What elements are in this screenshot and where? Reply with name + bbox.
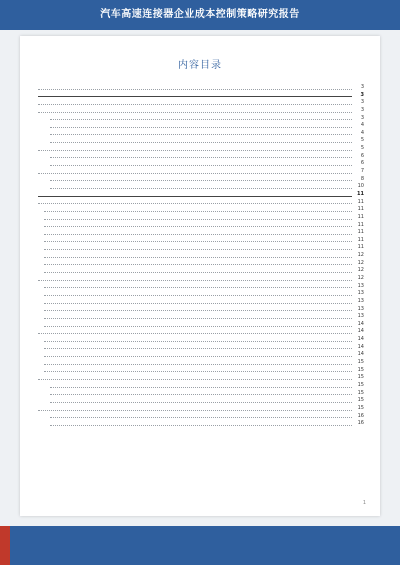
page-number: 1 [362, 500, 366, 506]
toc-entry[interactable] [34, 298, 364, 306]
toc-entry[interactable] [34, 420, 364, 428]
toc-entry[interactable] [34, 382, 364, 390]
toc-entry[interactable] [34, 199, 364, 207]
toc-leader-dots [44, 233, 352, 235]
toc-leader-dots [38, 95, 352, 97]
toc-entry-page: 6 [360, 152, 364, 159]
toc-entry-page: 12 [357, 259, 364, 266]
toc-entry[interactable] [34, 229, 364, 237]
toc-entry-page: 13 [357, 297, 364, 304]
toc-entry[interactable] [34, 191, 364, 199]
toc-leader-dots [44, 355, 352, 357]
toc-entry[interactable] [34, 313, 364, 321]
toc-leader-dots [44, 302, 352, 304]
toc-leader-dots [50, 164, 352, 166]
toc-leader-dots [44, 218, 352, 220]
toc-leader-dots [44, 286, 352, 288]
toc-leader-dots [50, 386, 352, 388]
toc-leader-dots [50, 141, 352, 143]
toc-entry-page: 10 [357, 183, 364, 190]
toc-leader-dots [44, 225, 352, 227]
toc-entry-page: 14 [357, 343, 364, 350]
toc-entry[interactable] [34, 122, 364, 130]
toc-page [20, 36, 380, 516]
toc-entry[interactable] [34, 329, 364, 337]
toc-entry[interactable] [34, 306, 364, 314]
toc-entry-page: 3 [360, 114, 364, 121]
toc-leader-dots [38, 103, 352, 105]
toc-entry[interactable] [34, 145, 364, 153]
toc-entry-page: 5 [360, 145, 364, 152]
toc-entry[interactable] [34, 214, 364, 222]
toc-entry[interactable] [34, 92, 364, 100]
toc-leader-dots [38, 378, 352, 380]
toc-leader-dots [38, 111, 352, 113]
toc-entry[interactable] [34, 367, 364, 375]
footer-accent-bar [0, 526, 10, 565]
toc-leader-dots [38, 88, 352, 90]
toc-entry-page: 13 [357, 282, 364, 289]
toc-entry-page: 15 [357, 397, 364, 404]
toc-entry-page: 15 [357, 381, 364, 388]
toc-leader-dots [44, 347, 352, 349]
toc-entry[interactable] [34, 107, 364, 115]
toc-entry[interactable] [34, 168, 364, 176]
toc-entry[interactable] [34, 351, 364, 359]
toc-leader-dots [38, 195, 352, 197]
toc-entry[interactable] [34, 321, 364, 329]
toc-entry-page: 7 [360, 168, 364, 175]
toc-entry[interactable] [34, 283, 364, 291]
toc-entry-page: 14 [357, 320, 364, 327]
toc-entry-page: 6 [360, 160, 364, 167]
toc-entry-page: 8 [360, 175, 364, 182]
toc-leader-dots [38, 279, 352, 281]
toc-entry-page: 13 [357, 313, 364, 320]
toc-leader-dots [44, 294, 352, 296]
toc-entry-page: 4 [360, 129, 364, 136]
toc-entry[interactable] [34, 390, 364, 398]
toc-leader-dots [44, 263, 352, 265]
toc-leader-dots [44, 256, 352, 258]
toc-leader-dots [50, 179, 352, 181]
toc-entry[interactable] [34, 267, 364, 275]
toc-leader-dots [44, 325, 352, 327]
toc-entry[interactable] [34, 183, 364, 191]
toc-leader-dots [38, 202, 352, 204]
toc-leader-dots [50, 401, 352, 403]
toc-leader-dots [44, 210, 352, 212]
report-title-bar [0, 0, 400, 30]
toc-entry[interactable] [34, 206, 364, 214]
toc-entry-page: 4 [360, 122, 364, 129]
toc-entry-page: 11 [357, 206, 364, 213]
toc-entry[interactable] [34, 84, 364, 92]
toc-entry-page: 3 [360, 91, 364, 98]
toc-entry[interactable] [34, 275, 364, 283]
toc-entry-page: 13 [357, 305, 364, 312]
toc-entry-page: 14 [357, 328, 364, 335]
toc-leader-dots [44, 317, 352, 319]
toc-entry-page: 11 [357, 221, 364, 228]
toc-leader-dots [50, 187, 352, 189]
toc-entry[interactable] [34, 413, 364, 421]
toc-entry-page: 14 [357, 351, 364, 358]
toc-entry[interactable] [34, 99, 364, 107]
report-title: 汽车高速连接器企业成本控制策略研究报告 [100, 9, 300, 20]
toc-leader-dots [38, 332, 352, 334]
toc-entry-page: 11 [357, 213, 364, 220]
toc-list [34, 84, 364, 502]
toc-entry[interactable] [34, 153, 364, 161]
toc-leader-dots [44, 271, 352, 273]
toc-entry-page: 3 [360, 106, 364, 113]
toc-entry[interactable] [34, 344, 364, 352]
toc-leader-dots [50, 424, 352, 426]
toc-leader-dots [44, 340, 352, 342]
toc-entry-page: 16 [357, 412, 364, 419]
toc-entry-page: 12 [357, 267, 364, 274]
toc-entry[interactable] [34, 160, 364, 168]
toc-leader-dots [44, 363, 352, 365]
toc-entry-page: 11 [357, 229, 364, 236]
toc-leader-dots [50, 416, 352, 418]
toc-entry-page: 5 [360, 137, 364, 144]
toc-entry[interactable] [34, 359, 364, 367]
toc-leader-dots [50, 126, 352, 128]
toc-leader-dots [38, 172, 352, 174]
toc-leader-dots [38, 409, 352, 411]
toc-entry-page: 3 [360, 83, 364, 90]
toc-entry-page: 12 [357, 252, 364, 259]
toc-entry[interactable] [34, 222, 364, 230]
toc-leader-dots [50, 156, 352, 158]
toc-leader-dots [50, 133, 352, 135]
toc-leader-dots [44, 309, 352, 311]
toc-entry[interactable] [34, 374, 364, 382]
toc-leader-dots [38, 149, 352, 151]
toc-entry[interactable] [34, 290, 364, 298]
toc-entry-page: 11 [357, 198, 364, 205]
toc-leader-dots [44, 248, 352, 250]
toc-entry-page: 15 [357, 359, 364, 366]
toc-entry-page: 15 [357, 374, 364, 381]
toc-entry-page: 3 [360, 99, 364, 106]
toc-entry[interactable] [34, 176, 364, 184]
toc-entry-page: 15 [357, 389, 364, 396]
toc-entry-page: 12 [357, 275, 364, 281]
toc-entry[interactable] [34, 260, 364, 268]
toc-entry-page: 15 [357, 404, 364, 411]
toc-entry-page: 16 [357, 420, 364, 427]
toc-entry[interactable] [34, 244, 364, 252]
toc-leader-dots [50, 118, 352, 120]
toc-entry-page: 11 [357, 236, 364, 243]
toc-entry[interactable] [34, 130, 364, 138]
toc-entry[interactable] [34, 237, 364, 245]
toc-entry[interactable] [34, 405, 364, 413]
toc-entry[interactable] [34, 137, 364, 145]
toc-entry-page: 14 [357, 336, 364, 343]
toc-entry[interactable] [34, 336, 364, 344]
toc-heading: 内容目录 [178, 60, 222, 71]
toc-entry[interactable] [34, 115, 364, 123]
toc-entry[interactable] [34, 252, 364, 260]
toc-entry-page: 11 [357, 190, 364, 197]
toc-entry[interactable] [34, 397, 364, 405]
toc-entry-page: 15 [357, 366, 364, 373]
footer-banner [0, 526, 400, 565]
toc-entry-page: 13 [357, 290, 364, 297]
toc-leader-dots [44, 240, 352, 242]
toc-leader-dots [50, 393, 352, 395]
toc-leader-dots [44, 370, 352, 372]
toc-entry-page: 11 [357, 244, 364, 251]
